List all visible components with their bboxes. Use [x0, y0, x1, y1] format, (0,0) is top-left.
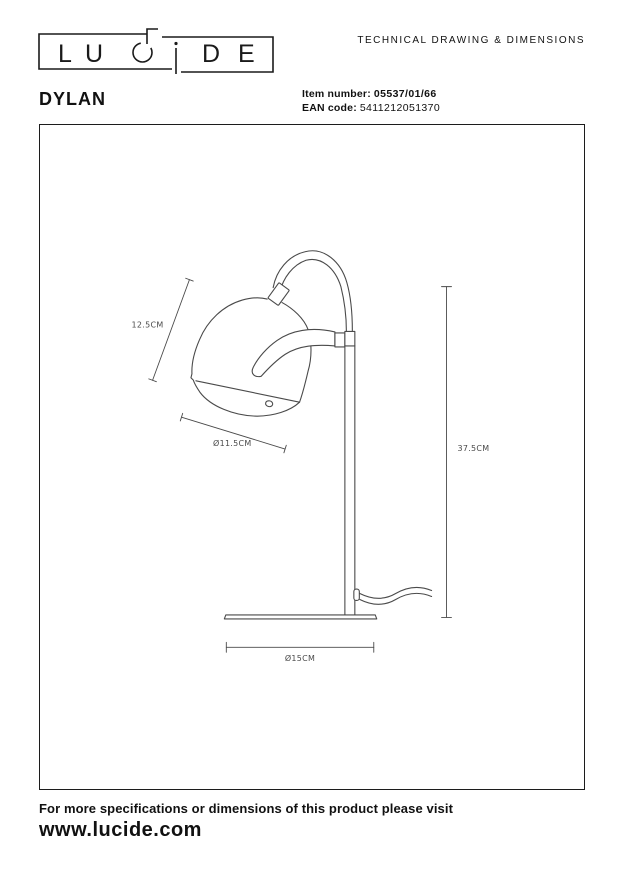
logo-letter-d: D — [202, 40, 221, 68]
ean-code-label: EAN code: — [302, 102, 357, 114]
power-cord — [354, 587, 432, 604]
cord-line-bottom — [360, 593, 432, 604]
dim-total-height-label: 37.5CM — [457, 444, 490, 454]
logo-c-ascender — [147, 29, 158, 44]
lamp-base — [224, 615, 376, 619]
logo-letter-i-dot — [174, 42, 177, 45]
dim-head-height-label: 12.5CM — [131, 320, 164, 330]
lamp-pole — [345, 331, 355, 615]
lamp-arm-ferrule — [335, 333, 345, 347]
logo-letter-c — [133, 43, 152, 62]
item-number-value: 05537/01/66 — [373, 88, 437, 100]
dim-base-diameter-label: Ø15CM — [284, 654, 316, 664]
lamp-technical-drawing — [40, 125, 584, 789]
logo-letter-l: L — [58, 40, 72, 68]
item-number-row — [302, 87, 440, 101]
website-url: www.lucide.com — [39, 819, 202, 841]
doc-title: TECHNICAL DRAWING & DIMENSIONS — [357, 35, 585, 46]
drawing-frame — [39, 124, 585, 790]
dim-head-diameter — [180, 413, 286, 452]
ean-code-value: 5411212051370 — [359, 102, 441, 114]
lucide-logo — [35, 27, 275, 75]
footer-note — [39, 801, 453, 842]
logo-letter-e: E — [238, 40, 255, 68]
dim-head-diameter-label: Ø11.5CM — [213, 439, 252, 449]
cord-line-top — [360, 587, 432, 598]
lamp-head — [191, 298, 311, 416]
dim-head-height — [132, 278, 194, 381]
logo-letter-u: U — [85, 40, 104, 68]
dim-base-diameter — [226, 642, 373, 663]
cord-grommet — [354, 589, 359, 600]
ean-code-row — [302, 101, 440, 115]
dim-total-height — [442, 287, 490, 618]
item-number-label: Item number: — [302, 88, 371, 100]
lamp-shade-outline — [191, 298, 311, 416]
product-name: DYLAN — [39, 89, 106, 109]
footer-text: For more specifications or dimensions of this product please visit — [39, 801, 454, 816]
lamp-pole-body — [345, 331, 355, 615]
product-codes — [302, 87, 440, 115]
